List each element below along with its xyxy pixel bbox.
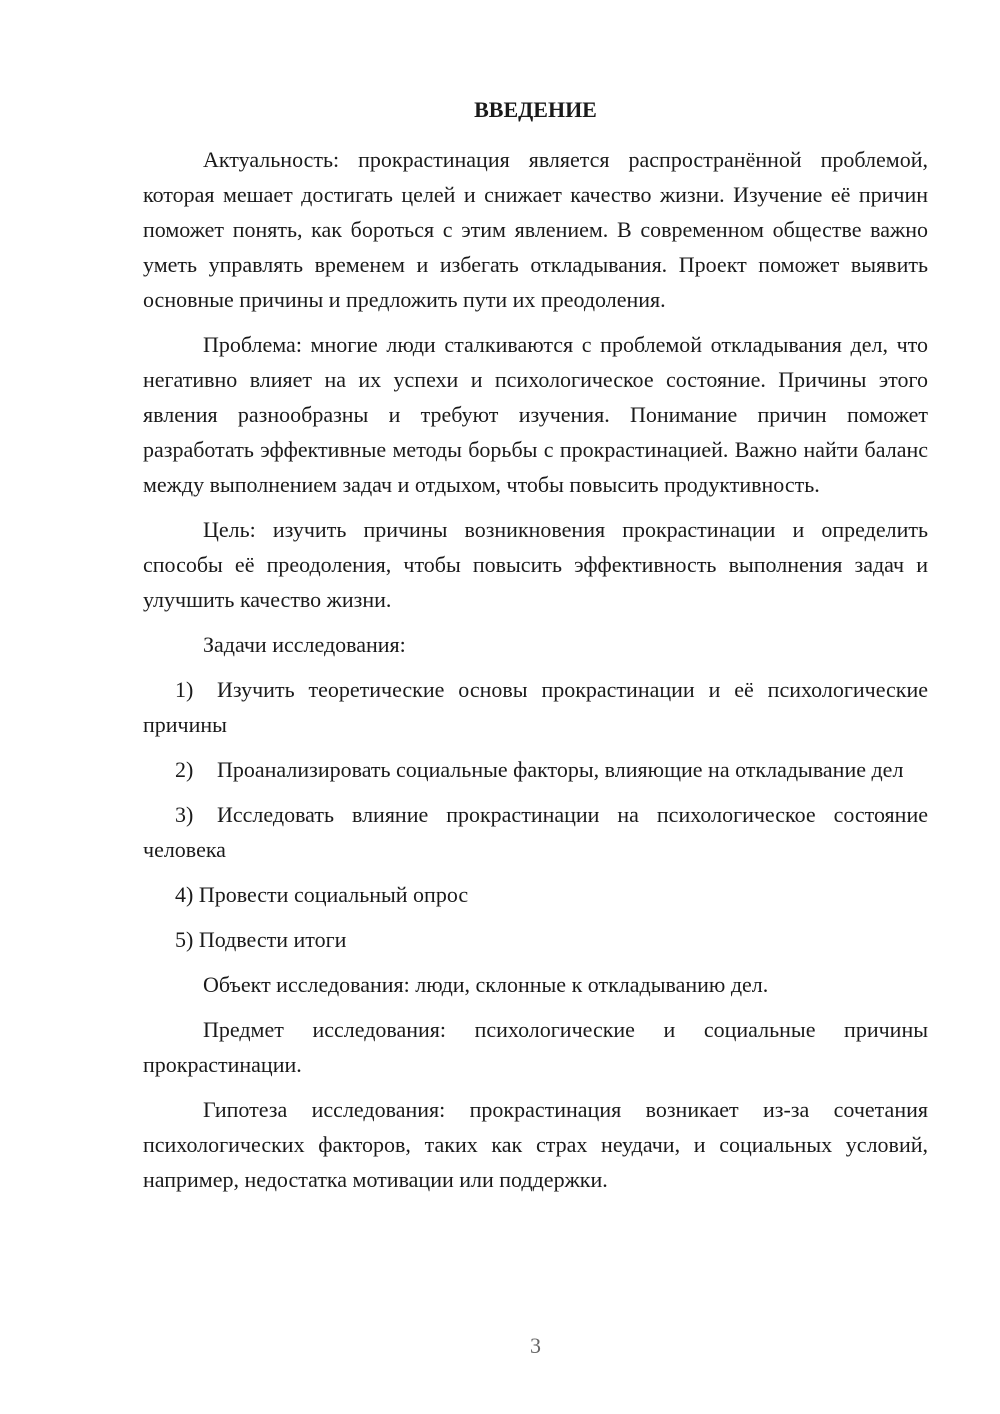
paragraph-subject: Предмет исследования: психологические и социальные причины прокрастинации. [143, 1017, 928, 1077]
list-item-number: 1) [175, 677, 194, 702]
paragraph-problem: Проблема: многие люди сталкиваются с проблемой откладывания дел, что негативно влияет на их успехи и психологическое состояние. Причины этого явления разнообразны и требуют изучения. Понимание причин поможет разработать эффективные методы борьбы с прокрастинацией. Важно найти баланс между выполнением задач и отдыхом, чтобы повысить продуктивность. [143, 332, 928, 497]
paragraph-object: Объект исследования: люди, склонные к откладыванию дел. [203, 972, 769, 997]
list-item-number: 5) [175, 927, 194, 952]
list-item [143, 752, 928, 787]
page-title: ВВЕДЕНИЕ [474, 97, 597, 122]
list-item-number: 2) [175, 757, 194, 782]
paragraph-goal: Цель: изучить причины возникновения прокрастинации и определить способы её преодоления, чтобы повысить эффективность выполнения задач и улучшить качество жизни. [143, 517, 928, 612]
document-body [143, 142, 928, 1207]
list-item-text: Изучить теоретические основы прокрастинации и её психологические причины [143, 677, 928, 737]
list-item-number: 3) [175, 802, 194, 827]
paragraph-hypothesis: Гипотеза исследования: прокрастинация возникает из-за сочетания психологических факторов, таких как страх неудачи, и социальных условий, например, недостатка мотивации или поддержки. [143, 1097, 928, 1192]
list-item-number: 4) [175, 882, 194, 907]
list-item [143, 672, 928, 742]
paragraph-relevance: Актуальность: прокрастинация является распространённой проблемой, которая мешает достигать целей и снижает качество жизни. Изучение её причин поможет понять, как бороться с этим явлением. В современном обществе важно уметь управлять временем и избегать откладывания. Проект поможет выявить основные причины и предложить пути их преодоления. [143, 147, 928, 312]
list-item-text: Проанализировать социальные факторы, влияющие на откладывание дел [217, 757, 904, 782]
list-item [143, 797, 928, 867]
list-item-text: Провести социальный опрос [198, 882, 469, 907]
list-item [143, 877, 928, 912]
list-item-text: Подвести итоги [198, 927, 347, 952]
tasks-heading: Задачи исследования: [203, 632, 406, 657]
page-number: 3 [530, 1333, 541, 1358]
list-item [143, 922, 928, 957]
list-item-text: Исследовать влияние прокрастинации на психологическое состояние человека [143, 802, 928, 862]
